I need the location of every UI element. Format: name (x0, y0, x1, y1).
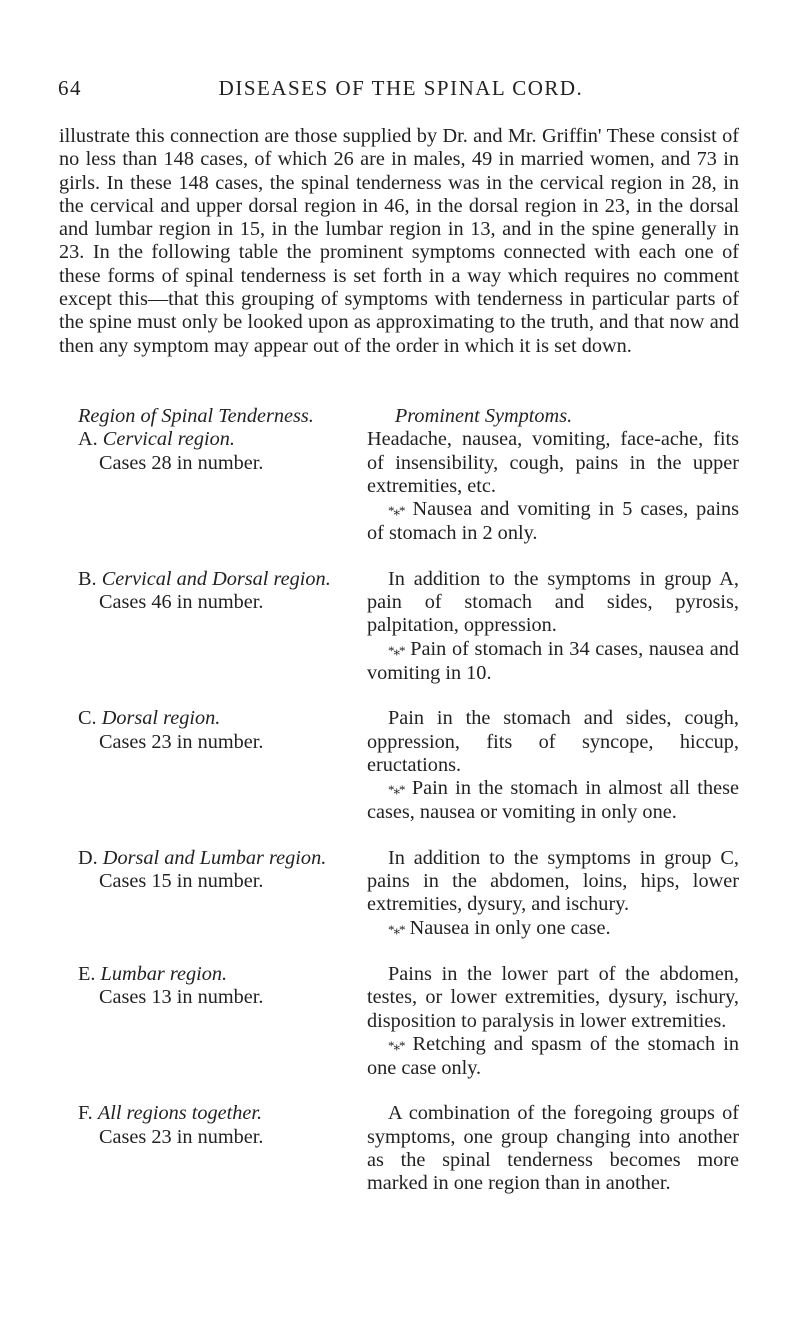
symptoms-note: *⁎* Pain of stomach in 34 cases, nausea and vomiting in 10. (367, 637, 739, 684)
symptoms-text: Pains in the lower part of the abdomen, testes, or lower extremities, dysury, ischury, disposition to paralysis in lower extremities. (367, 962, 739, 1032)
region-cell (59, 963, 367, 1080)
region-cases: Cases 13 in number. (99, 986, 264, 1009)
asterism: *⁎* (388, 921, 405, 937)
region-cases: Cases 15 in number. (99, 870, 264, 893)
symptoms-cell (367, 568, 739, 685)
symptoms-text: In addition to the symptoms in group A, pain of stomach and sides, pyrosis, palpitation, oppression. (367, 567, 739, 637)
region-column-heading: Region of Spinal Tenderness. (78, 405, 314, 427)
region-title: All regions together. (97, 1102, 263, 1125)
symptoms-text: A combination of the foregoing groups of symptoms, one group changing into another as the spinal tenderness becomes more marked in one region than in another. (367, 1102, 739, 1195)
asterism: *⁎* (388, 642, 405, 658)
table-row (59, 1102, 739, 1195)
symptoms-cell (367, 963, 739, 1080)
region-title: Cervical region. (102, 428, 235, 451)
running-head: DISEASES OF THE SPINAL CORD. (218, 76, 584, 100)
symptoms-text: Pain in the stomach and sides, cough, oppression, fits of syncope, hiccup, eructations. (367, 707, 739, 776)
table-row (59, 707, 739, 824)
region-cell (59, 568, 367, 685)
asterism: *⁎* (388, 1037, 405, 1053)
region-cases: Cases 23 in number. (99, 1125, 264, 1148)
symptoms-note: *⁎* Nausea and vomiting in 5 cases, pains of stomach in 2 only. (367, 498, 739, 545)
symptoms-table (59, 405, 739, 1196)
page-number: 64 (58, 76, 82, 100)
region-title: Dorsal and Lumbar region. (102, 846, 327, 869)
table-row (59, 568, 739, 685)
page-header (58, 76, 740, 101)
table-row (59, 847, 739, 941)
asterism: *⁎* (388, 782, 405, 798)
region-cell (59, 847, 367, 941)
region-cases: Cases 23 in number. (99, 730, 264, 753)
symptoms-note: *⁎* Pain in the stomach in almost all these cases, nausea or vomiting in only one. (367, 777, 739, 824)
region-letter: E. (78, 962, 96, 985)
symptoms-text: In addition to the symptoms in group C, pains in the abdomen, loins, hips, lower extremities, dysury, and ischury. (367, 846, 739, 916)
intro-paragraph: illustrate this connection are those supplied by Dr. and Mr. Griffin' These consist of no less than 148 cases, of which 26 are in males, 49 in married women, and 73 in girls. In these 148 cases, the spinal tenderness was in the cervical region in 28, in the cervical and upper dorsal region in 46, in the dorsal region in 23, in the dorsal and lumbar region in 15, in the lumbar region in 13, and in the spine generally in 23. In the following table the prominent symptoms connected with each one of these forms of spinal tenderness is set forth in a way which requires no comment except this—that this grouping of symptoms with tenderness in particular parts of the spine must only be looked upon as approximating to the truth, and that now and then any symptom may appear out of the order in which it is set down. (59, 125, 739, 357)
symptoms-column-heading: Prominent Symptoms. (394, 405, 573, 427)
symptoms-note: *⁎* Retching and spasm of the stomach in one case only. (367, 1032, 739, 1080)
region-cases: Cases 46 in number. (99, 591, 264, 614)
symptoms-cell (367, 847, 739, 941)
region-cell (59, 707, 367, 824)
region-letter: B. (78, 567, 97, 590)
asterism: *⁎* (388, 503, 405, 519)
region-cell (59, 428, 367, 545)
region-letter: F. (78, 1102, 93, 1125)
region-letter: A. (78, 428, 98, 451)
symptoms-text: Headache, nausea, vomiting, face-ache, fits of insensibility, cough, pains in the upper extremities, etc. (367, 428, 739, 497)
table-header (59, 405, 739, 428)
intro-paragraph-block (59, 125, 739, 358)
table-row (59, 963, 739, 1080)
symptoms-cell (367, 1102, 739, 1195)
region-cell (59, 1102, 367, 1195)
region-title: Lumbar region. (100, 962, 228, 985)
region-cases: Cases 28 in number. (99, 451, 264, 474)
region-letter: D. (78, 846, 98, 869)
symptoms-cell (367, 428, 739, 545)
symptoms-cell (367, 707, 739, 824)
symptoms-note: *⁎* Nausea in only one case. (388, 916, 611, 939)
region-title: Cervical and Dorsal region. (101, 567, 331, 590)
table-row (59, 428, 739, 545)
region-title: Dorsal region. (101, 707, 221, 730)
region-letter: C. (78, 707, 97, 730)
